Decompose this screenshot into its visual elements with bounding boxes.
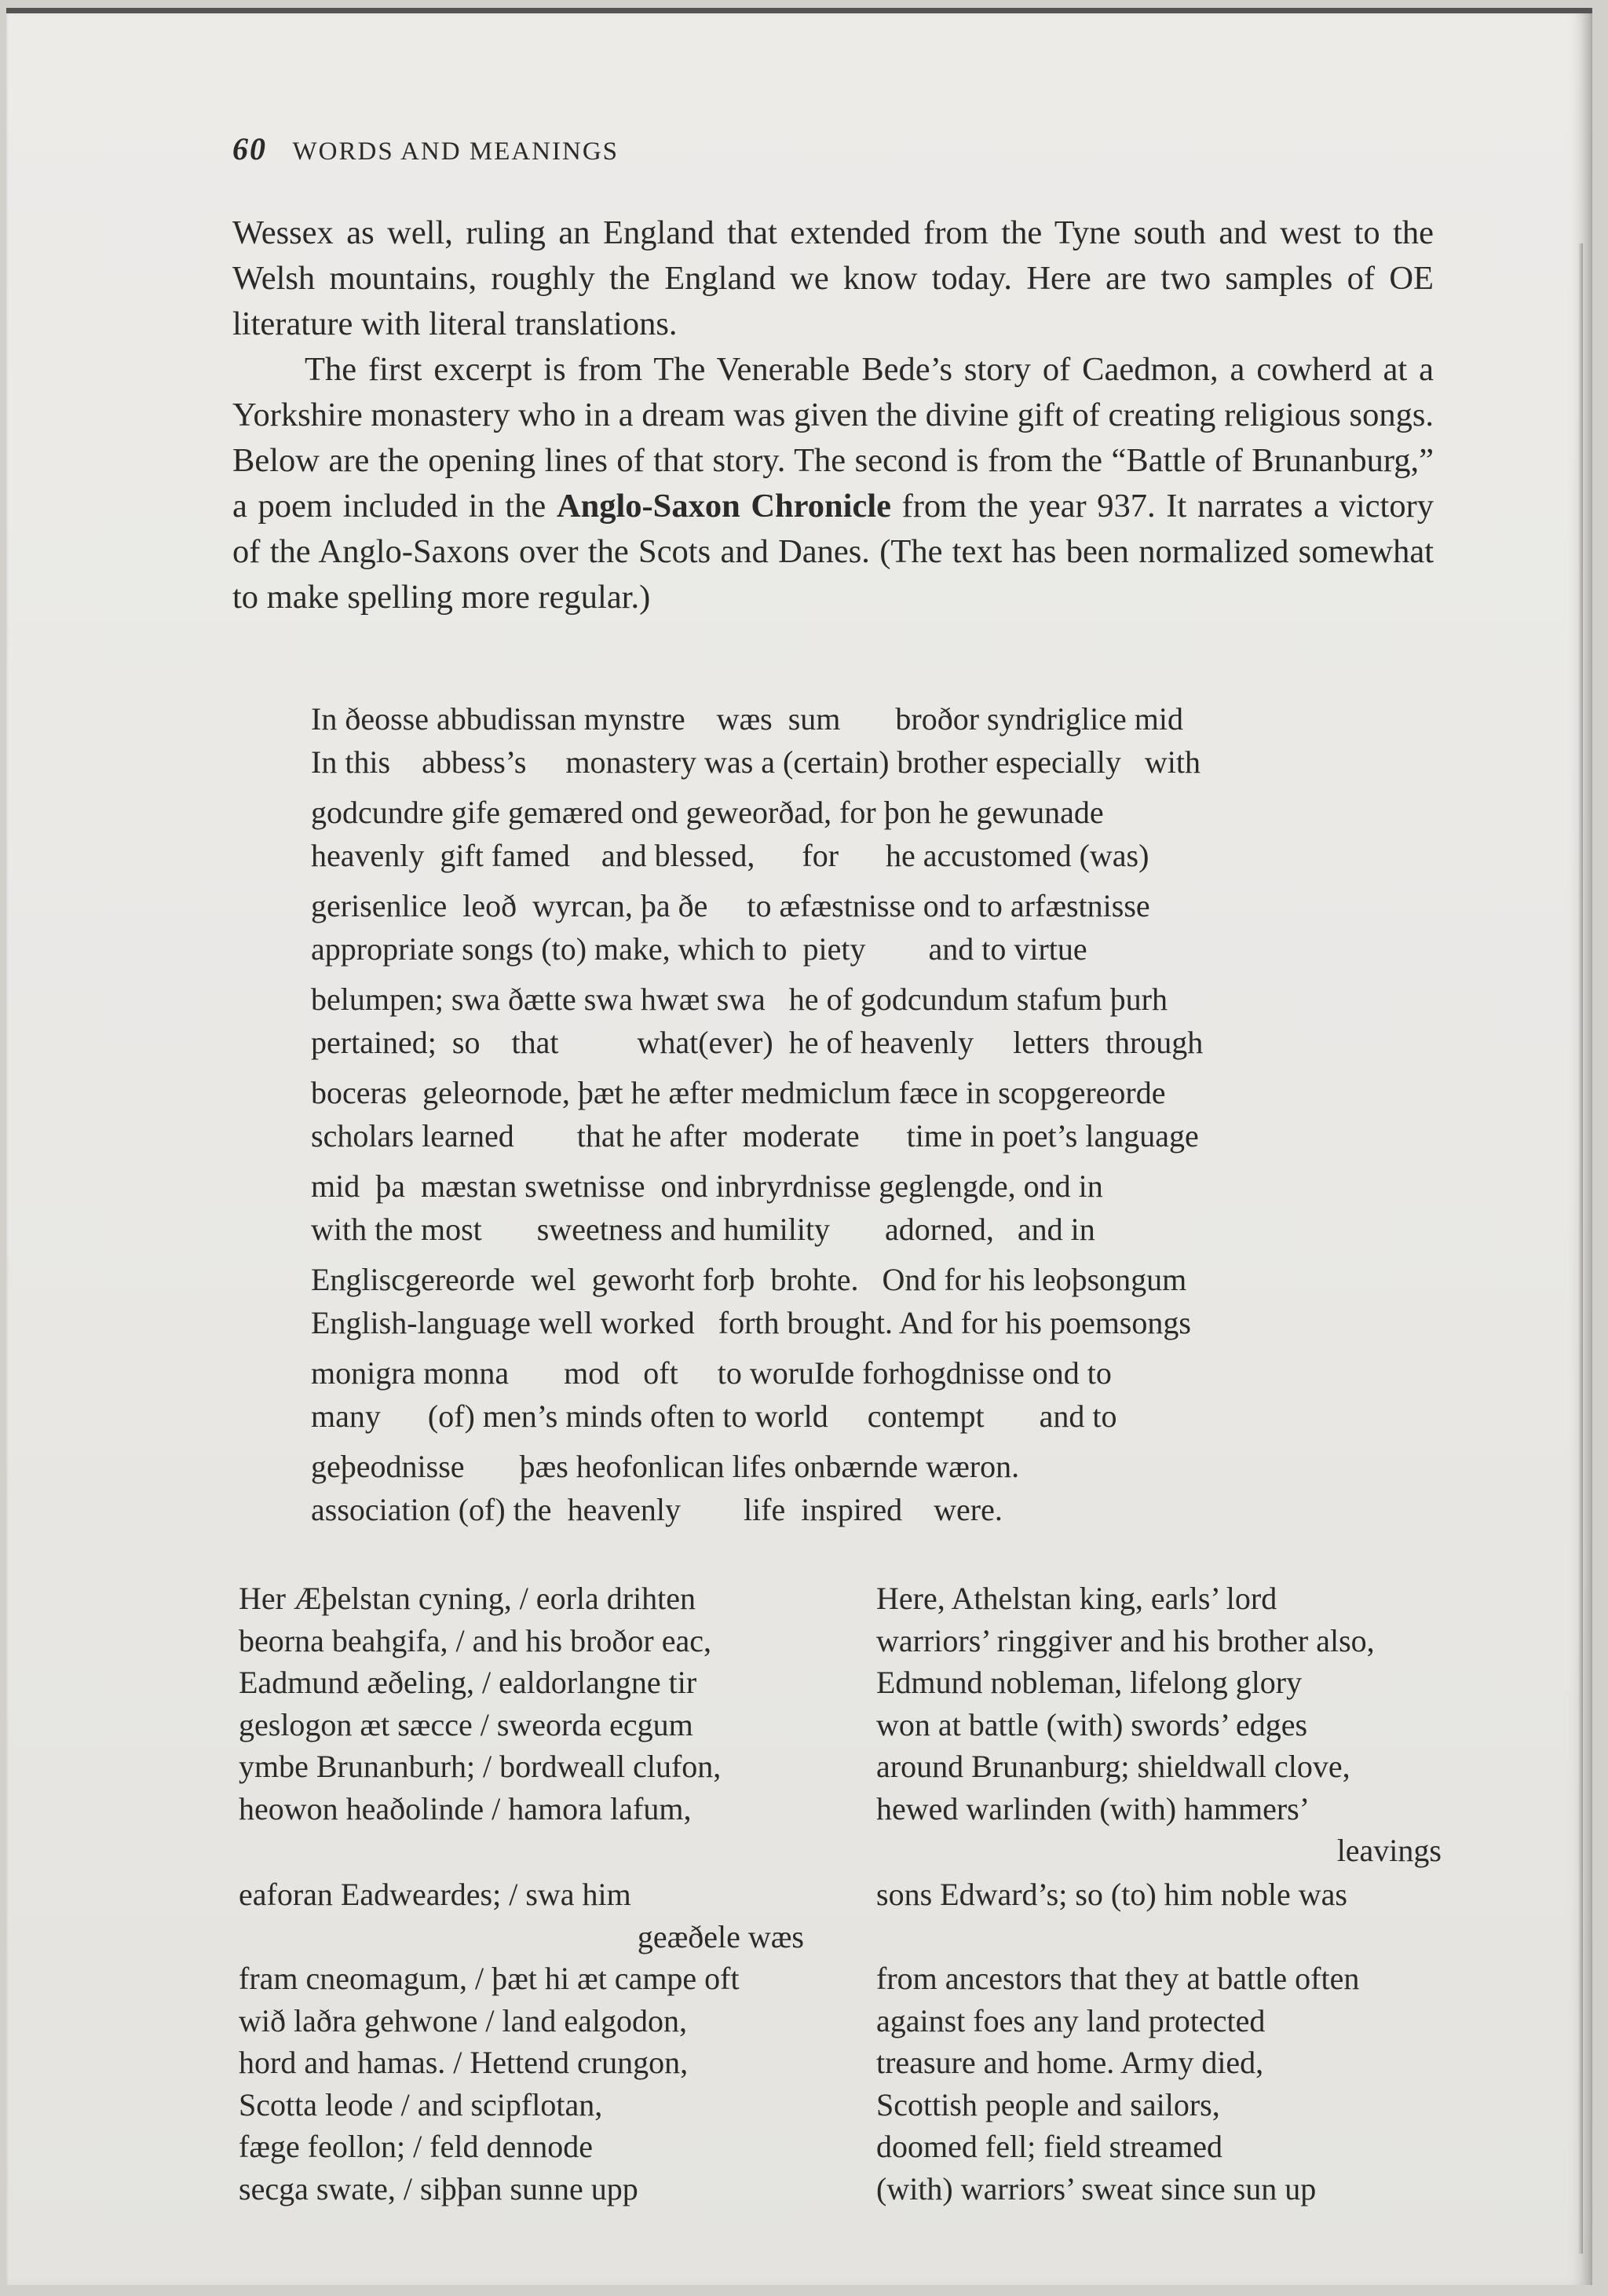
verse-line-spacer — [876, 1916, 1442, 1958]
intro-paragraph-2-start: The first excerpt is from The Venerable Bede’s story of Caedmon, a cowherd at a Yorkshire monastery who in a dream was given the divine gift of creating religious songs. Below are the opening lines of that story. The second is from the “Battle of Brunanburg,” a poem included in the — [232, 351, 1434, 525]
verse-line: Eadmund æðeling, / ealdorlangne tir — [239, 1665, 697, 1700]
verse-line: hewed warlinden (with) hammers’ — [876, 1790, 1310, 1826]
verse-line-continuation: leavings — [1336, 1833, 1442, 1868]
translation-line: English-language well worked forth brought. And for his poemsongs — [311, 1305, 1191, 1340]
verse-line: (with) warriors’ sweat since sun up — [876, 2170, 1317, 2206]
intro-paragraph-2-end: from the year 937. It narrates a victory of the Anglo-Saxons over the Scots and Danes. (The text has been normalized somewhat to make spelling more regular.) — [232, 488, 1434, 616]
verse-line: against foes any land protected — [876, 2002, 1266, 2038]
verse-line: around Brunanburg; shieldwall clove, — [876, 1749, 1350, 1784]
verse-line: won at battle (with) swords’ edges — [876, 1706, 1308, 1742]
verse-line: treasure and home. Army died, — [876, 2045, 1264, 2080]
gloss-pair — [311, 1164, 1426, 1251]
old-english-line: geþeodnisse þæs heofonlican lifes onbærnde wæron. — [311, 1449, 1020, 1484]
anglo-saxon-chronicle-title: Anglo-Saxon Chronicle — [556, 488, 892, 525]
verse-line: secga swate, / siþþan sunne upp — [239, 2170, 638, 2206]
gloss-pair — [311, 1071, 1426, 1157]
gloss-pair — [311, 697, 1426, 784]
verse-line: Scottish people and sailors, — [876, 2086, 1220, 2122]
translation-line: heavenly gift famed and blessed, for he accustomed (was) — [311, 838, 1149, 873]
verse-line: fram cneomagum, / þæt hi æt campe oft — [239, 1961, 740, 1996]
book-page — [6, 8, 1592, 2285]
running-header — [232, 130, 619, 167]
verse-line: beorna beahgifa, / and his broðor eac, — [239, 1622, 711, 1658]
verse-line: Her Æþelstan cyning, / eorla drihten — [239, 1581, 696, 1616]
gloss-pair — [311, 1351, 1426, 1438]
gloss-pair — [311, 791, 1426, 877]
gloss-pair — [311, 1258, 1426, 1344]
old-english-line: godcundre gife gemæred ond geweorðad, for þon he gewunade — [311, 795, 1104, 830]
verse-line: geslogon æt sæcce / sweorda ecgum — [239, 1706, 693, 1742]
old-english-line: In ðeosse abbudissan mynstre wæs sum broðor syndriglice mid — [311, 701, 1183, 737]
translation-line: pertained; so that what(ever) he of heavenly letters through — [311, 1025, 1204, 1060]
verse-line: warriors’ ringgiver and his brother also, — [876, 1622, 1375, 1658]
gloss-pair — [311, 884, 1426, 971]
translation-line: In this abbess’s monastery was a (certain) brother especially with — [311, 744, 1201, 780]
verse-line: heowon heaðolinde / hamora lafum, — [239, 1790, 692, 1826]
old-english-line: monigra monna mod oft to woruIde forhogdnisse ond to — [311, 1355, 1112, 1391]
verse-line: hord and hamas. / Hettend crungon, — [239, 2045, 689, 2080]
caedmon-interlinear-gloss — [311, 697, 1426, 1538]
page-number: 60 — [232, 131, 267, 166]
verse-line: Here, Athelstan king, earls’ lord — [876, 1581, 1277, 1616]
verse-line: doomed fell; field streamed — [876, 2129, 1222, 2164]
page-spine-shadow — [1578, 243, 1583, 2254]
verse-line: wið laðra gehwone / land ealgodon, — [239, 2002, 687, 2038]
intro-paragraph-1: Wessex as well, ruling an England that extended from the Tyne south and west to the Welsh mountains, roughly the England we know today. Here are two samples of OE literature with literal translations. — [232, 214, 1434, 342]
translation-line: scholars learned that he after moderate time in poet’s language — [311, 1118, 1199, 1153]
old-english-line: Engliscgereorde wel geworht forþ brohte. Ond for his leoþsongum — [311, 1262, 1187, 1297]
verse-line: from ancestors that they at battle often — [876, 1961, 1360, 1996]
verse-line-continuation: geæðele wæs — [637, 1918, 804, 1954]
gloss-pair — [311, 978, 1426, 1064]
brunanburh-stanza-2-translation — [876, 1874, 1442, 2210]
old-english-line: mid þa mæstan swetnisse ond inbryrdnisse geglengde, ond in — [311, 1168, 1103, 1204]
intro-paragraph-2 — [232, 347, 1434, 620]
old-english-line: boceras geleornode, þæt he æfter medmiclum fæce in scopgereorde — [311, 1075, 1166, 1110]
intro-text — [232, 210, 1434, 620]
brunanburh-stanza-2-old-english — [239, 1874, 835, 2210]
gloss-pair — [311, 1445, 1426, 1531]
translation-line: appropriate songs (to) make, which to piety and to virtue — [311, 931, 1087, 967]
translation-line: with the most sweetness and humility adorned, and in — [311, 1212, 1095, 1247]
verse-line: fæge feollon; / feld dennode — [239, 2129, 593, 2164]
verse-line: Scotta leode / and scipflotan, — [239, 2086, 603, 2122]
verse-line: Edmund nobleman, lifelong glory — [876, 1665, 1303, 1700]
verse-line: eaforan Eadweardes; / swa him — [239, 1877, 631, 1912]
running-title: WORDS AND MEANINGS — [292, 137, 619, 166]
translation-line: association (of) the heavenly life inspired were. — [311, 1492, 1003, 1527]
verse-line: sons Edward’s; so (to) him noble was — [876, 1877, 1347, 1912]
verse-line: ymbe Brunanburh; / bordweall clufon, — [239, 1749, 722, 1784]
old-english-line: gerisenlice leoð wyrcan, þa ðe to æfæstnisse ond to arfæstnisse — [311, 888, 1150, 923]
old-english-line: belumpen; swa ðætte swa hwæt swa he of godcundum stafum þurh — [311, 982, 1168, 1017]
translation-line: many (of) men’s minds often to world contempt and to — [311, 1398, 1117, 1434]
brunanburh-stanza-1-translation — [876, 1578, 1442, 1872]
brunanburh-stanza-1-old-english — [239, 1578, 835, 1830]
